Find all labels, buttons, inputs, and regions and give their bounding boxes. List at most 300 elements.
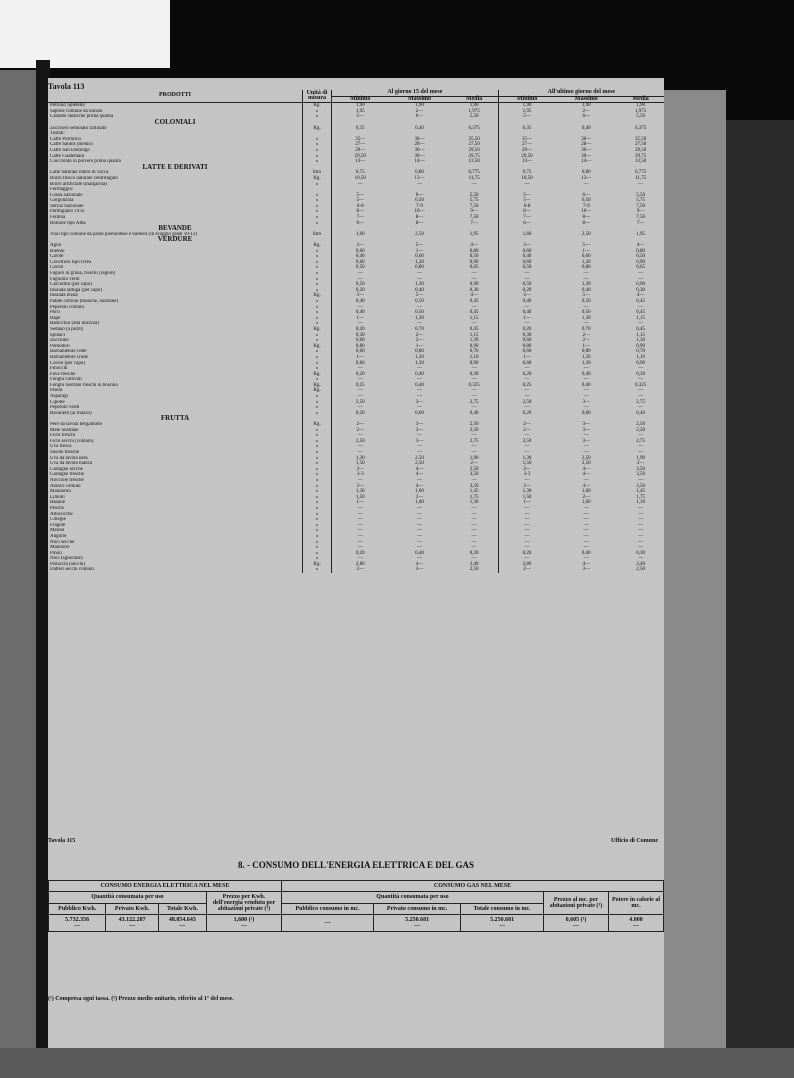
unit-cell: » <box>303 377 332 383</box>
unit-cell: litro <box>303 170 332 176</box>
price-cell: 3— <box>415 399 424 405</box>
unit-cell: Kg. <box>303 327 332 333</box>
product-name: Fichi secchi (comuni) <box>50 438 94 444</box>
price-cell: 0,70 <box>469 349 479 355</box>
header-unit: Unità di misura <box>303 90 332 103</box>
product-name: Pomodori <box>50 343 70 349</box>
price-cell: — <box>332 523 389 529</box>
product-name: Vino tipo comune da pasto piemontese e barbera (di svaggio gradi 10-12) <box>50 231 198 237</box>
energy-gas-table <box>48 880 664 932</box>
v1-val: 5.732.356 <box>65 917 90 923</box>
price-cell: — <box>471 477 477 483</box>
price-cell: 0,80 <box>415 265 424 271</box>
price-cell: — <box>332 271 389 277</box>
product-name: Insalata mista <box>50 293 78 299</box>
price-cell: 3— <box>332 467 389 473</box>
price-cell: 2— <box>415 338 424 344</box>
price-cell: 2— <box>498 422 555 428</box>
price-cell: 4— <box>415 472 424 478</box>
price-cell: 0,40 <box>332 310 389 316</box>
price-cell: 3— <box>582 427 591 433</box>
product-name: Fagiolini verdi <box>50 276 80 282</box>
price-cell: 0,775 <box>635 170 647 176</box>
header-max-last: Massimo <box>555 96 617 103</box>
price-cell: 5,50 <box>469 114 479 120</box>
gas-title: 8. - CONSUMO DELL'ENERGIA ELETTRICA E DEL GAS <box>237 860 475 870</box>
product-name: Parmigiano 1933 <box>50 209 85 215</box>
price-cell: — <box>471 533 477 539</box>
price-cell: 6,375 <box>635 125 647 131</box>
price-cell: 0,30 <box>636 550 645 556</box>
header-min: Minimo <box>332 96 389 103</box>
price-cell: — <box>332 506 389 512</box>
price-cell: 1,30 <box>469 500 479 506</box>
price-cell: 2,50 <box>581 455 591 461</box>
price-cell: 29,50 <box>468 147 480 153</box>
header-day15: Al giorno 15 del mese <box>332 90 499 96</box>
price-cell: 6— <box>332 221 389 227</box>
price-cell: 6,40 <box>415 125 424 131</box>
v4-val: 1,600 (¹) <box>233 917 255 923</box>
price-cell: — <box>471 276 477 282</box>
unit-cell: » <box>303 433 332 439</box>
price-cell: — <box>583 477 589 483</box>
price-cell: 30— <box>581 153 592 159</box>
price-cell: 3,50 <box>636 472 645 478</box>
price-cell: — <box>416 394 422 400</box>
unit-cell: » <box>303 512 332 518</box>
price-cell: 2— <box>332 567 389 573</box>
price-cell: 3-3 <box>498 472 555 478</box>
unit-cell: Kg. <box>303 383 332 389</box>
price-cell: — <box>638 181 644 187</box>
price-cell: — <box>583 377 589 383</box>
price-cell: — <box>332 366 389 372</box>
price-cell: 6,50 <box>415 198 424 204</box>
product-name: Rape <box>50 315 61 321</box>
price-cell: 3— <box>415 427 424 433</box>
price-cell: — <box>638 377 644 383</box>
price-cell: 2— <box>415 108 424 114</box>
price-cell: 1,45 <box>469 489 479 495</box>
unit-cell: Kg. <box>303 126 332 132</box>
product-name: Burro artificiale (margarina) <box>50 181 107 187</box>
gas-table-ref: Tavola 115 <box>48 838 76 844</box>
price-cell: 0,80 <box>332 344 389 350</box>
price-cell: 0,30 <box>469 550 479 556</box>
price-cell: 3— <box>415 438 424 444</box>
price-cell: 2,50 <box>498 400 555 406</box>
price-cell: — <box>332 517 389 523</box>
price-cell: 3— <box>415 567 424 573</box>
price-cell: — <box>471 433 477 439</box>
price-cell: 6— <box>498 221 555 227</box>
price-cell: 1,30 <box>332 456 389 462</box>
price-cell: 3— <box>415 422 424 428</box>
header-avg-last: Media <box>617 96 664 103</box>
unit-cell: » <box>303 254 332 260</box>
price-cell: — <box>638 444 644 450</box>
product-name: Piselli <box>50 388 63 394</box>
price-cell: 10— <box>414 209 425 215</box>
unit-cell: » <box>303 109 332 115</box>
source-note: Ufficio di Comune <box>611 838 658 844</box>
price-cell: — <box>332 405 389 411</box>
price-cell: — <box>498 277 555 283</box>
price-cell: — <box>416 517 422 523</box>
price-cell: — <box>332 305 389 311</box>
price-cell: 6-8 <box>332 204 389 210</box>
product-name: Caffè San Domingo <box>50 147 90 153</box>
price-cell: 1,20 <box>581 354 591 360</box>
price-cell: — <box>498 478 555 484</box>
g1: Pubblico consumo in mc. <box>281 903 373 915</box>
unit-cell: » <box>303 282 332 288</box>
price-cell: 1,20 <box>581 259 591 265</box>
price-cell: 0,20 <box>332 551 389 557</box>
price-cell: 2,75 <box>636 399 645 405</box>
price-cell: 6,40 <box>581 125 591 131</box>
price-cell: — <box>583 366 589 372</box>
price-cell: — <box>471 304 477 310</box>
price-cell: 0,80 <box>469 248 479 254</box>
price-cell: 13— <box>332 159 389 165</box>
unit-cell: » <box>303 182 332 188</box>
unit-cell: » <box>303 556 332 562</box>
elec-qty: Quantità consumata per uso <box>49 892 207 904</box>
price-cell: 0,65 <box>636 265 645 271</box>
unit-cell: » <box>303 366 332 372</box>
price-cell: — <box>498 433 555 439</box>
price-cell: 0,20 <box>332 327 389 333</box>
price-cell: — <box>471 271 477 276</box>
price-cell: — <box>498 366 555 372</box>
price-cell: 4— <box>636 243 645 249</box>
price-cell: 4— <box>470 243 478 249</box>
price-cell: 4— <box>582 466 591 472</box>
price-cell: — <box>638 545 644 551</box>
price-cell: 1— <box>332 316 389 322</box>
price-cell: 2,50 <box>415 461 424 467</box>
price-cell: 36— <box>414 136 425 142</box>
price-cell: 14— <box>581 159 592 165</box>
unit-cell: Kg. <box>303 176 332 182</box>
product-name: Mandorle <box>50 545 70 551</box>
s3: — <box>179 923 186 929</box>
price-cell: 1— <box>332 355 389 361</box>
product-name: Robiole tipo Alba <box>50 220 86 226</box>
product-name: Latte naturale intero di vacca <box>50 170 109 176</box>
unit-cell: » <box>303 528 332 534</box>
price-cell: 5— <box>498 193 555 199</box>
price-cell: 3— <box>498 484 555 490</box>
product-name: Arance comuni <box>50 483 81 489</box>
price-cell: 3— <box>582 422 591 428</box>
price-cell: 2,50 <box>498 439 555 445</box>
price-cell: 4— <box>582 561 591 567</box>
unit-cell: » <box>303 215 332 221</box>
price-cell: — <box>638 517 644 523</box>
price-cell: 0,90 <box>469 259 479 265</box>
w5 <box>609 915 664 932</box>
price-cell: 0,90 <box>636 360 645 366</box>
price-cell: — <box>332 512 389 518</box>
price-cell: 5,50 <box>636 192 645 198</box>
price-cell: 2— <box>498 567 555 573</box>
unit-cell: » <box>303 159 332 165</box>
price-cell: 0,20 <box>332 411 389 417</box>
price-cell: 3— <box>498 293 555 299</box>
price-cell: 0,45 <box>636 326 645 332</box>
unit-cell: » <box>303 405 332 411</box>
price-cell: — <box>416 539 422 545</box>
price-cell: 2,50 <box>332 400 389 406</box>
product-name: Sbrinz nazionale <box>50 203 84 209</box>
unit-cell: » <box>303 400 332 406</box>
price-cell: 0,25 <box>498 383 555 389</box>
price-cell: 0,775 <box>468 170 480 176</box>
v2-val: 43.122.287 <box>118 917 146 923</box>
price-cell: 5— <box>582 243 591 249</box>
price-cell: 1,90 <box>415 103 424 109</box>
price-cell: 0,20 <box>498 327 555 333</box>
price-cell: 0,90 <box>469 343 479 349</box>
price-cell: 0,30 <box>469 287 479 293</box>
price-cell: — <box>583 304 589 310</box>
price-cell: 0,40 <box>415 371 424 377</box>
price-cell: 0,40 <box>498 254 555 260</box>
price-cell: — <box>332 394 389 400</box>
product-name: Peperoni verdi <box>50 405 80 411</box>
price-cell: 28— <box>414 142 425 148</box>
product-name: Formaggio: <box>50 187 74 193</box>
price-cell: 29,50 <box>332 154 389 160</box>
price-cell: — <box>498 377 555 383</box>
price-cell: 3— <box>332 243 389 249</box>
price-cell: 13— <box>498 159 555 165</box>
product-name: Angurie <box>50 533 67 539</box>
price-cell: 0,20 <box>498 288 555 294</box>
product-name: Meloni <box>50 528 65 534</box>
price-cell: 1,20 <box>415 259 424 265</box>
product-name: Finocchi <box>50 366 68 372</box>
price-cell: 3-3 <box>332 472 389 478</box>
price-cell: — <box>583 505 589 511</box>
price-cell: — <box>498 405 555 411</box>
price-cell: 0,60 <box>581 254 591 260</box>
price-cell: 2,50 <box>415 455 424 461</box>
price-cell: 0,60 <box>498 260 555 266</box>
price-cell: — <box>471 528 477 534</box>
price-cell: 0,20 <box>498 372 555 378</box>
w4 <box>544 915 609 932</box>
price-cell: 35,50 <box>635 136 647 142</box>
unit-cell: » <box>303 260 332 266</box>
price-cell: — <box>416 556 422 562</box>
w5-val: 4.000 <box>629 917 643 923</box>
unit-cell: » <box>303 500 332 506</box>
price-cell: 0,70 <box>636 349 645 355</box>
price-cell: 2,50 <box>469 422 479 428</box>
price-cell: 27,50 <box>635 142 647 148</box>
price-cell: — <box>332 321 389 327</box>
price-cell: 1,30 <box>415 315 424 321</box>
price-cell: 0,40 <box>332 299 389 305</box>
price-cell: 6,35 <box>332 126 389 132</box>
price-cell: 3,40 <box>636 561 645 567</box>
price-cell: 0,80 <box>581 265 591 271</box>
price-cell: — <box>498 305 555 311</box>
price-cell: 36— <box>581 136 592 142</box>
product-name: Cavolfiori tipo Ivrea <box>50 259 92 265</box>
w4-val: 0,605 (¹) <box>565 917 587 923</box>
price-cell: 3— <box>332 484 389 490</box>
product-name: Ravanelli (al mazzo) <box>50 410 92 416</box>
price-cell: 1— <box>498 355 555 361</box>
unit-cell: » <box>303 394 332 400</box>
price-cell: 1,75 <box>469 494 479 500</box>
price-cell: 0,40 <box>415 382 424 388</box>
price-cell: 1— <box>582 248 591 254</box>
section-title: LATTE E DERIVATI <box>142 162 208 171</box>
price-cell: — <box>471 545 477 551</box>
price-cell: 6— <box>415 192 424 198</box>
price-cell: 4— <box>415 483 424 489</box>
unit-cell: » <box>303 249 332 255</box>
price-cell: — <box>638 505 644 511</box>
price-cell: 0,325 <box>635 382 647 388</box>
price-cell: 0,50 <box>498 265 555 271</box>
price-cell: 0,60 <box>498 361 555 367</box>
v4 <box>206 915 281 932</box>
price-cell: — <box>498 523 555 529</box>
price-cell: 0,50 <box>498 282 555 288</box>
price-cell: 0,75 <box>498 170 555 176</box>
product-name: Candele steariche prima qualità <box>50 114 114 120</box>
price-cell: 1,75 <box>636 494 645 500</box>
price-cell: — <box>583 450 589 455</box>
product-name: Spinaci <box>50 332 65 338</box>
price-cell: 7,50 <box>636 215 645 221</box>
t2: — <box>414 923 421 929</box>
price-cell: — <box>471 181 477 187</box>
price-cell: — <box>498 506 555 512</box>
price-cell: 1,975 <box>468 108 480 114</box>
price-cell: 5— <box>332 198 389 204</box>
price-cell: 3— <box>332 293 389 299</box>
unit-cell: » <box>303 478 332 484</box>
unit-cell: » <box>303 310 332 316</box>
price-cell: — <box>638 539 644 545</box>
product-name: Tostati: <box>50 131 65 137</box>
product-name: Caffè Santos (medio) <box>50 142 93 148</box>
price-cell: — <box>583 181 589 187</box>
price-cell: 1,60 <box>581 489 591 495</box>
product-name: Albicocche <box>50 511 73 517</box>
price-cell: 7— <box>470 220 478 226</box>
price-cell: 1,10 <box>469 354 479 360</box>
price-cell: 0,60 <box>332 361 389 367</box>
product-name: Grana nazionale <box>50 192 83 198</box>
price-cell: 1— <box>498 316 555 322</box>
price-cell: — <box>416 304 422 310</box>
price-cell: 6,375 <box>468 125 480 131</box>
price-cell: 5— <box>498 114 555 120</box>
product-name: Sapone comune da bucato <box>50 108 103 114</box>
price-cell: 1,10 <box>636 354 645 360</box>
price-cell: 2— <box>415 494 424 500</box>
price-cell: 3— <box>498 243 555 249</box>
price-cell: 2,75 <box>469 399 479 405</box>
price-cell: — <box>416 545 422 551</box>
price-cell: 0,45 <box>636 310 645 316</box>
price-cell: 3,50 <box>469 466 479 472</box>
price-cell: — <box>416 181 422 187</box>
price-cell: 0,40 <box>581 550 591 556</box>
unit-cell: » <box>303 355 332 361</box>
price-cell: 1— <box>415 343 424 349</box>
price-cell: — <box>416 366 422 372</box>
product-name: Caffè Guatemala <box>50 153 84 159</box>
price-cell: 0,30 <box>636 287 645 293</box>
price-cell: — <box>416 528 422 534</box>
price-cell: 6— <box>415 114 424 120</box>
price-cell: — <box>416 321 422 327</box>
v3-val: 48.854.643 <box>168 917 196 923</box>
price-cell: 2,50 <box>636 427 645 433</box>
product-name: Fagioli in grana, freschi (region) <box>50 271 116 276</box>
price-cell: 2— <box>415 332 424 338</box>
price-cell: — <box>498 534 555 540</box>
unit-cell: Kg. <box>303 243 332 249</box>
price-cell: — <box>638 511 644 517</box>
unit-cell: » <box>303 361 332 367</box>
price-cell: 0,60 <box>415 410 424 416</box>
price-cell: — <box>332 277 389 283</box>
section-title: COLONIALI <box>154 117 196 126</box>
price-cell: — <box>332 182 389 188</box>
price-cell: 2,50 <box>636 422 645 428</box>
price-cell: 8— <box>415 215 424 221</box>
price-cell: 1,30 <box>332 489 389 495</box>
product-name: Gorgonzola <box>50 198 74 204</box>
price-cell: 1,50 <box>498 495 555 501</box>
price-cell: 5— <box>332 193 389 199</box>
unit-cell: » <box>303 551 332 557</box>
price-cell: 0,60 <box>581 410 591 416</box>
unit-cell: » <box>303 154 332 160</box>
price-cell: 0,60 <box>332 260 389 266</box>
unit-cell: » <box>303 349 332 355</box>
price-cell: 35— <box>498 137 555 143</box>
unit-cell: » <box>303 198 332 204</box>
price-cell: 29,50 <box>635 147 647 153</box>
price-cell: 0,40 <box>498 299 555 305</box>
price-cell: — <box>498 512 555 518</box>
price-cell: — <box>583 394 589 400</box>
price-cell: — <box>471 556 477 562</box>
price-cell: 7,50 <box>636 203 645 209</box>
price-cell: — <box>638 271 644 276</box>
section-title: FRUTTA <box>160 414 190 423</box>
price-cell: 2— <box>582 332 591 338</box>
price-cell: 2,75 <box>469 438 479 444</box>
price-cell: 0,45 <box>636 298 645 304</box>
price-cell: 1,90 <box>469 103 479 109</box>
price-cell: 0,50 <box>332 265 389 271</box>
price-cell: — <box>332 377 389 383</box>
price-cell: 13,50 <box>635 159 647 165</box>
